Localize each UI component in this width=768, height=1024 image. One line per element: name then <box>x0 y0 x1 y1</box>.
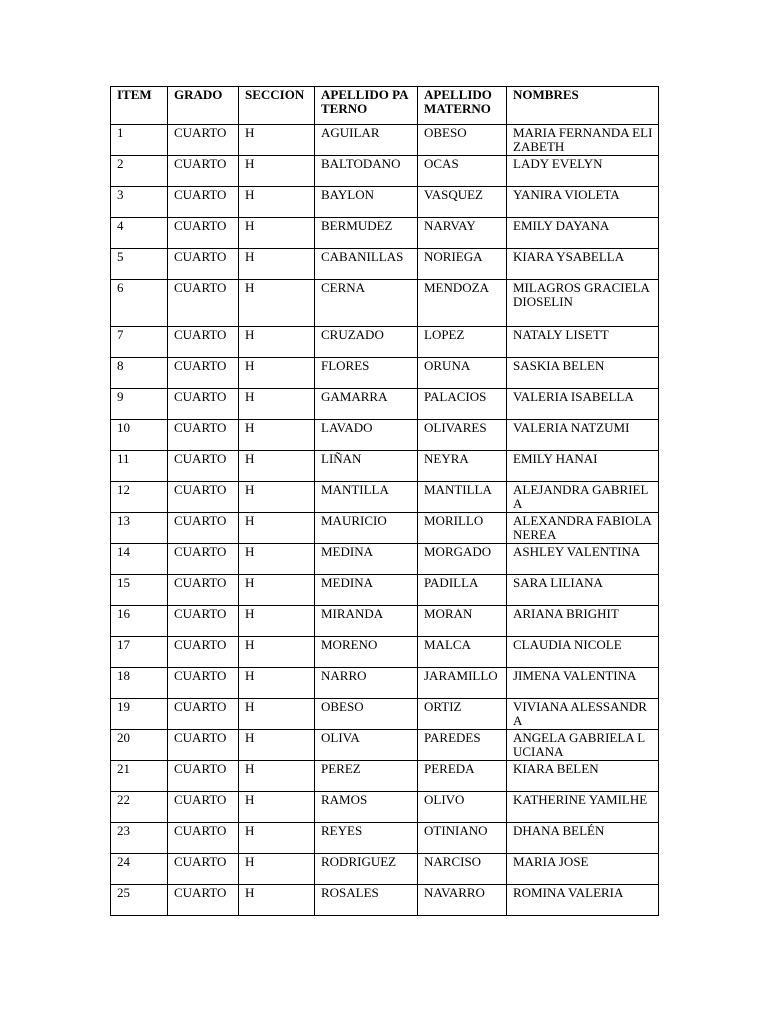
cell-apellido-paterno: MEDINA <box>315 544 418 575</box>
cell-apellido-paterno: MIRANDA <box>315 606 418 637</box>
cell-nombres: VALERIA NATZUMI <box>507 420 659 451</box>
cell-apellido-paterno: REYES <box>315 823 418 854</box>
cell-item: 6 <box>111 280 168 327</box>
cell-apellido-paterno: MAURICIO <box>315 513 418 544</box>
cell-nombres: SASKIA BELEN <box>507 358 659 389</box>
cell-nombres: DHANA BELÉN <box>507 823 659 854</box>
cell-apellido-materno: NORIEGA <box>418 249 507 280</box>
cell-grado: CUARTO <box>168 606 239 637</box>
table-row <box>111 606 659 637</box>
cell-grado: CUARTO <box>168 730 239 761</box>
cell-item: 9 <box>111 389 168 420</box>
cell-item: 19 <box>111 699 168 730</box>
cell-apellido-paterno: GAMARRA <box>315 389 418 420</box>
cell-item: 21 <box>111 761 168 792</box>
header-apellido-paterno: APELLIDO PATERNO <box>315 87 418 125</box>
cell-seccion: H <box>239 885 315 916</box>
cell-apellido-paterno: CERNA <box>315 280 418 327</box>
cell-item: 4 <box>111 218 168 249</box>
cell-seccion: H <box>239 792 315 823</box>
cell-apellido-materno: OTINIANO <box>418 823 507 854</box>
cell-grado: CUARTO <box>168 637 239 668</box>
cell-apellido-materno: MORAN <box>418 606 507 637</box>
cell-apellido-materno: NARCISO <box>418 854 507 885</box>
cell-seccion: H <box>239 668 315 699</box>
cell-grado: CUARTO <box>168 699 239 730</box>
cell-nombres: MARIA JOSE <box>507 854 659 885</box>
cell-nombres: JIMENA VALENTINA <box>507 668 659 699</box>
cell-seccion: H <box>239 125 315 156</box>
cell-apellido-paterno: CRUZADO <box>315 327 418 358</box>
table-row <box>111 885 659 916</box>
cell-apellido-paterno: AGUILAR <box>315 125 418 156</box>
cell-apellido-paterno: MANTILLA <box>315 482 418 513</box>
cell-apellido-materno: MORGADO <box>418 544 507 575</box>
cell-item: 12 <box>111 482 168 513</box>
cell-grado: CUARTO <box>168 792 239 823</box>
cell-item: 18 <box>111 668 168 699</box>
cell-item: 8 <box>111 358 168 389</box>
cell-apellido-paterno: BAYLON <box>315 187 418 218</box>
cell-grado: CUARTO <box>168 389 239 420</box>
cell-item: 7 <box>111 327 168 358</box>
cell-item: 1 <box>111 125 168 156</box>
cell-apellido-materno: OBESO <box>418 125 507 156</box>
cell-grado: CUARTO <box>168 482 239 513</box>
cell-nombres: EMILY DAYANA <box>507 218 659 249</box>
cell-apellido-materno: LOPEZ <box>418 327 507 358</box>
cell-apellido-paterno: MORENO <box>315 637 418 668</box>
cell-nombres: SARA LILIANA <box>507 575 659 606</box>
cell-apellido-materno: MANTILLA <box>418 482 507 513</box>
table-row <box>111 187 659 218</box>
cell-grado: CUARTO <box>168 218 239 249</box>
cell-item: 23 <box>111 823 168 854</box>
cell-item: 10 <box>111 420 168 451</box>
cell-nombres: KIARA YSABELLA <box>507 249 659 280</box>
cell-grado: CUARTO <box>168 761 239 792</box>
table-row <box>111 358 659 389</box>
table-row <box>111 420 659 451</box>
table-row <box>111 482 659 513</box>
cell-nombres: ARIANA BRIGHIT <box>507 606 659 637</box>
cell-apellido-paterno: OBESO <box>315 699 418 730</box>
cell-item: 15 <box>111 575 168 606</box>
cell-apellido-materno: VASQUEZ <box>418 187 507 218</box>
cell-seccion: H <box>239 699 315 730</box>
cell-seccion: H <box>239 730 315 761</box>
cell-item: 25 <box>111 885 168 916</box>
cell-grado: CUARTO <box>168 420 239 451</box>
cell-grado: CUARTO <box>168 451 239 482</box>
table-header-row <box>111 87 659 125</box>
cell-item: 24 <box>111 854 168 885</box>
cell-item: 16 <box>111 606 168 637</box>
cell-nombres: CLAUDIA NICOLE <box>507 637 659 668</box>
cell-apellido-materno: JARAMILLO <box>418 668 507 699</box>
cell-apellido-materno: PAREDES <box>418 730 507 761</box>
cell-nombres: VIVIANA ALESSANDRA <box>507 699 659 730</box>
cell-grado: CUARTO <box>168 513 239 544</box>
cell-apellido-paterno: LAVADO <box>315 420 418 451</box>
cell-apellido-paterno: NARRO <box>315 668 418 699</box>
cell-nombres: NATALY LISETT <box>507 327 659 358</box>
table-row <box>111 156 659 187</box>
header-grado: GRADO <box>168 87 239 125</box>
header-seccion: SECCION <box>239 87 315 125</box>
cell-apellido-materno: MALCA <box>418 637 507 668</box>
cell-seccion: H <box>239 761 315 792</box>
cell-grado: CUARTO <box>168 575 239 606</box>
cell-nombres: ASHLEY VALENTINA <box>507 544 659 575</box>
cell-apellido-paterno: CABANILLAS <box>315 249 418 280</box>
table-row <box>111 451 659 482</box>
table-row <box>111 792 659 823</box>
cell-apellido-materno: OCAS <box>418 156 507 187</box>
table-body <box>111 125 659 916</box>
table-row <box>111 823 659 854</box>
cell-grado: CUARTO <box>168 327 239 358</box>
cell-item: 22 <box>111 792 168 823</box>
cell-nombres: YANIRA VIOLETA <box>507 187 659 218</box>
cell-seccion: H <box>239 451 315 482</box>
cell-apellido-paterno: RAMOS <box>315 792 418 823</box>
table-row <box>111 668 659 699</box>
cell-apellido-materno: MORILLO <box>418 513 507 544</box>
cell-seccion: H <box>239 420 315 451</box>
cell-seccion: H <box>239 606 315 637</box>
cell-grado: CUARTO <box>168 885 239 916</box>
cell-seccion: H <box>239 358 315 389</box>
table-row <box>111 637 659 668</box>
cell-seccion: H <box>239 389 315 420</box>
table-row <box>111 513 659 544</box>
cell-grado: CUARTO <box>168 125 239 156</box>
cell-apellido-materno: OLIVARES <box>418 420 507 451</box>
cell-nombres: ALEXANDRA FABIOLA NEREA <box>507 513 659 544</box>
cell-nombres: KIARA BELEN <box>507 761 659 792</box>
cell-seccion: H <box>239 156 315 187</box>
cell-item: 17 <box>111 637 168 668</box>
cell-nombres: LADY EVELYN <box>507 156 659 187</box>
cell-grado: CUARTO <box>168 358 239 389</box>
cell-grado: CUARTO <box>168 156 239 187</box>
cell-seccion: H <box>239 854 315 885</box>
cell-apellido-materno: ORTIZ <box>418 699 507 730</box>
cell-nombres: ALEJANDRA GABRIELA <box>507 482 659 513</box>
cell-item: 2 <box>111 156 168 187</box>
cell-item: 14 <box>111 544 168 575</box>
cell-nombres: ROMINA VALERIA <box>507 885 659 916</box>
cell-nombres: ANGELA GABRIELA LUCIANA <box>507 730 659 761</box>
cell-item: 5 <box>111 249 168 280</box>
cell-seccion: H <box>239 482 315 513</box>
table-row <box>111 544 659 575</box>
table-row <box>111 327 659 358</box>
cell-grado: CUARTO <box>168 280 239 327</box>
table-row <box>111 761 659 792</box>
cell-apellido-paterno: MEDINA <box>315 575 418 606</box>
table-row <box>111 389 659 420</box>
student-roster-table <box>110 86 659 916</box>
cell-apellido-materno: PEREDA <box>418 761 507 792</box>
cell-apellido-paterno: BERMUDEZ <box>315 218 418 249</box>
cell-apellido-materno: OLIVO <box>418 792 507 823</box>
header-nombres: NOMBRES <box>507 87 659 125</box>
cell-seccion: H <box>239 327 315 358</box>
cell-nombres: VALERIA ISABELLA <box>507 389 659 420</box>
cell-seccion: H <box>239 280 315 327</box>
cell-nombres: MARIA FERNANDA ELIZABETH <box>507 125 659 156</box>
cell-apellido-materno: PALACIOS <box>418 389 507 420</box>
cell-seccion: H <box>239 218 315 249</box>
table-row <box>111 699 659 730</box>
table-row <box>111 854 659 885</box>
cell-item: 13 <box>111 513 168 544</box>
cell-apellido-paterno: RODRIGUEZ <box>315 854 418 885</box>
cell-apellido-materno: NEYRA <box>418 451 507 482</box>
cell-apellido-paterno: LIÑAN <box>315 451 418 482</box>
cell-grado: CUARTO <box>168 187 239 218</box>
cell-seccion: H <box>239 823 315 854</box>
cell-apellido-materno: PADILLA <box>418 575 507 606</box>
cell-nombres: EMILY HANAI <box>507 451 659 482</box>
cell-apellido-materno: NAVARRO <box>418 885 507 916</box>
cell-nombres: KATHERINE YAMILHE <box>507 792 659 823</box>
cell-apellido-paterno: FLORES <box>315 358 418 389</box>
table-row <box>111 575 659 606</box>
cell-apellido-paterno: BALTODANO <box>315 156 418 187</box>
cell-seccion: H <box>239 187 315 218</box>
cell-grado: CUARTO <box>168 249 239 280</box>
cell-apellido-paterno: PEREZ <box>315 761 418 792</box>
cell-grado: CUARTO <box>168 668 239 699</box>
table-row <box>111 730 659 761</box>
cell-seccion: H <box>239 249 315 280</box>
cell-apellido-paterno: OLIVA <box>315 730 418 761</box>
cell-nombres: MILAGROS GRACIELA DIOSELIN <box>507 280 659 327</box>
table-row <box>111 125 659 156</box>
cell-apellido-materno: ORUNA <box>418 358 507 389</box>
cell-item: 11 <box>111 451 168 482</box>
table-row <box>111 249 659 280</box>
cell-seccion: H <box>239 513 315 544</box>
cell-apellido-materno: NARVAY <box>418 218 507 249</box>
cell-apellido-materno: MENDOZA <box>418 280 507 327</box>
table-row <box>111 280 659 327</box>
cell-grado: CUARTO <box>168 854 239 885</box>
header-item: ITEM <box>111 87 168 125</box>
cell-item: 20 <box>111 730 168 761</box>
cell-grado: CUARTO <box>168 823 239 854</box>
cell-seccion: H <box>239 575 315 606</box>
header-apellido-materno: APELLIDO MATERNO <box>418 87 507 125</box>
cell-seccion: H <box>239 544 315 575</box>
cell-seccion: H <box>239 637 315 668</box>
cell-grado: CUARTO <box>168 544 239 575</box>
table-row <box>111 218 659 249</box>
cell-item: 3 <box>111 187 168 218</box>
cell-apellido-paterno: ROSALES <box>315 885 418 916</box>
